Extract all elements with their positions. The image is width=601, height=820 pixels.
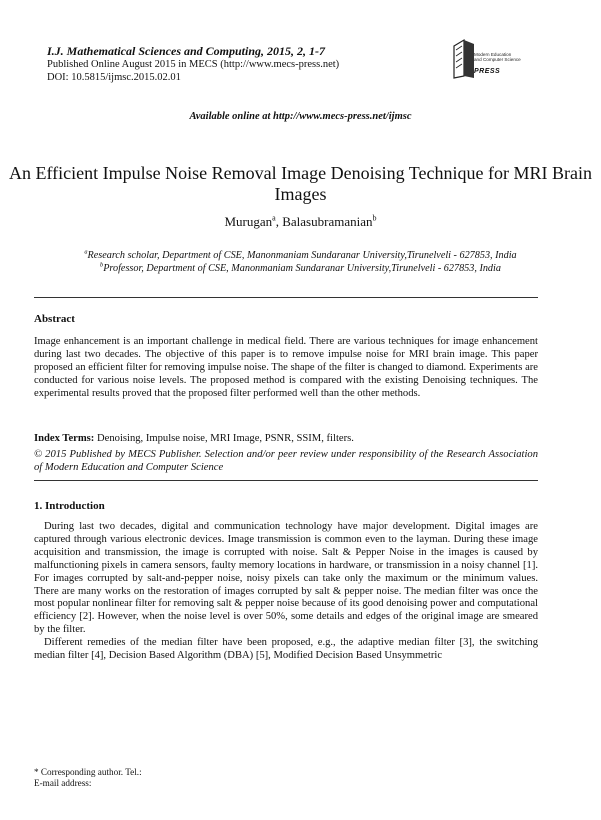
section-heading-introduction: 1. Introduction [34, 500, 105, 512]
journal-citation: I.J. Mathematical Sciences and Computing, 2015, 2, 1-7 [47, 44, 326, 58]
divider [34, 297, 538, 298]
abstract-heading: Abstract [34, 313, 75, 325]
introduction-body [34, 521, 538, 663]
logo-press: PRESS [474, 68, 501, 75]
paragraph: During last two decades, digital and communication technology have major development. Digital images are captured through various electronic devices. Image transmission is common even to the layman. During these image acquisition and transmission, the image is corrupted with noise. Salt & Pepper Noise in the images is caused by malfunctioning pixels in camera sensors, faulty memory locations in hardware, or transmission in a noisy channel [1]. For images corrupted by salt-and-pepper noise, noisy pixels can take only the maximum or the minimum values. There are many works on the restoration of images corrupted by salt & pepper noise. The median filter was once the most popular nonlinear filter for removing salt & pepper noise because of its good denoising power and computational efficiency [2]. However, when the noise level is over 50%, some details and edges of the original image are smeared by the filter. [34, 521, 538, 636]
book-icon [452, 38, 476, 80]
author-name: Murugan [224, 214, 273, 229]
doi-line: DOI: 10.5815/ijmsc.2015.02.01 [47, 72, 181, 83]
published-online-line: Published Online August 2015 in MECS (http://www.mecs-press.net) [47, 59, 340, 70]
paragraph: Different remedies of the median filter have been proposed, e.g., the adaptive median filter [3], the switching median filter [4], Decision Based Algorithm (DBA) [5], Modified Decision Based Unsymmetric [34, 637, 538, 662]
index-terms: Index Terms: Denoising, Impulse noise, MRI Image, PSNR, SSIM, filters. [34, 433, 354, 444]
divider [34, 480, 538, 481]
paper-title: An Efficient Impulse Noise Removal Image Denoising Technique for MRI Brain Images [9, 163, 592, 204]
author-name: Balasubramanian [282, 214, 373, 229]
abstract-text: Image enhancement is an important challenge in medical field. There are various techniques for image enhancement during last two decades. The objective of this paper is to remove impulse noise for MRI brain image. This paper proposed an efficient filter for removing impulse noise. The shape of the filter is changed to diamond. Experiments are conducted for various noise levels. The proposed method is compared with the existing Denoising techniques. The experimental results proved that the proposed filter performed well than the other methods. [34, 336, 538, 399]
copyright-notice: © 2015 Published by MECS Publisher. Selection and/or peer review under responsibility of the Research Association of Modern Education and Computer Science [34, 449, 538, 473]
affiliation-b: $^b$Professor, Department of CSE, Manonmaniam Sundaranar University,Tirunelveli - 627853, India [100, 261, 501, 274]
authors: Murugan$^a$, Balasubramanian$^b$ [224, 213, 377, 229]
footnote: * Corresponding author. Tel.: E-mail address: [34, 767, 142, 788]
logo-text: Modern Education and Computer Science [474, 52, 521, 63]
publisher-logo [452, 36, 542, 84]
available-online: Available online at http://www.mecs-press.net/ijmsc [189, 111, 412, 122]
affiliation-a: $^a$Research scholar, Department of CSE, Manonmaniam Sundaranar University,Tirunelveli - 627853, India [84, 248, 517, 261]
